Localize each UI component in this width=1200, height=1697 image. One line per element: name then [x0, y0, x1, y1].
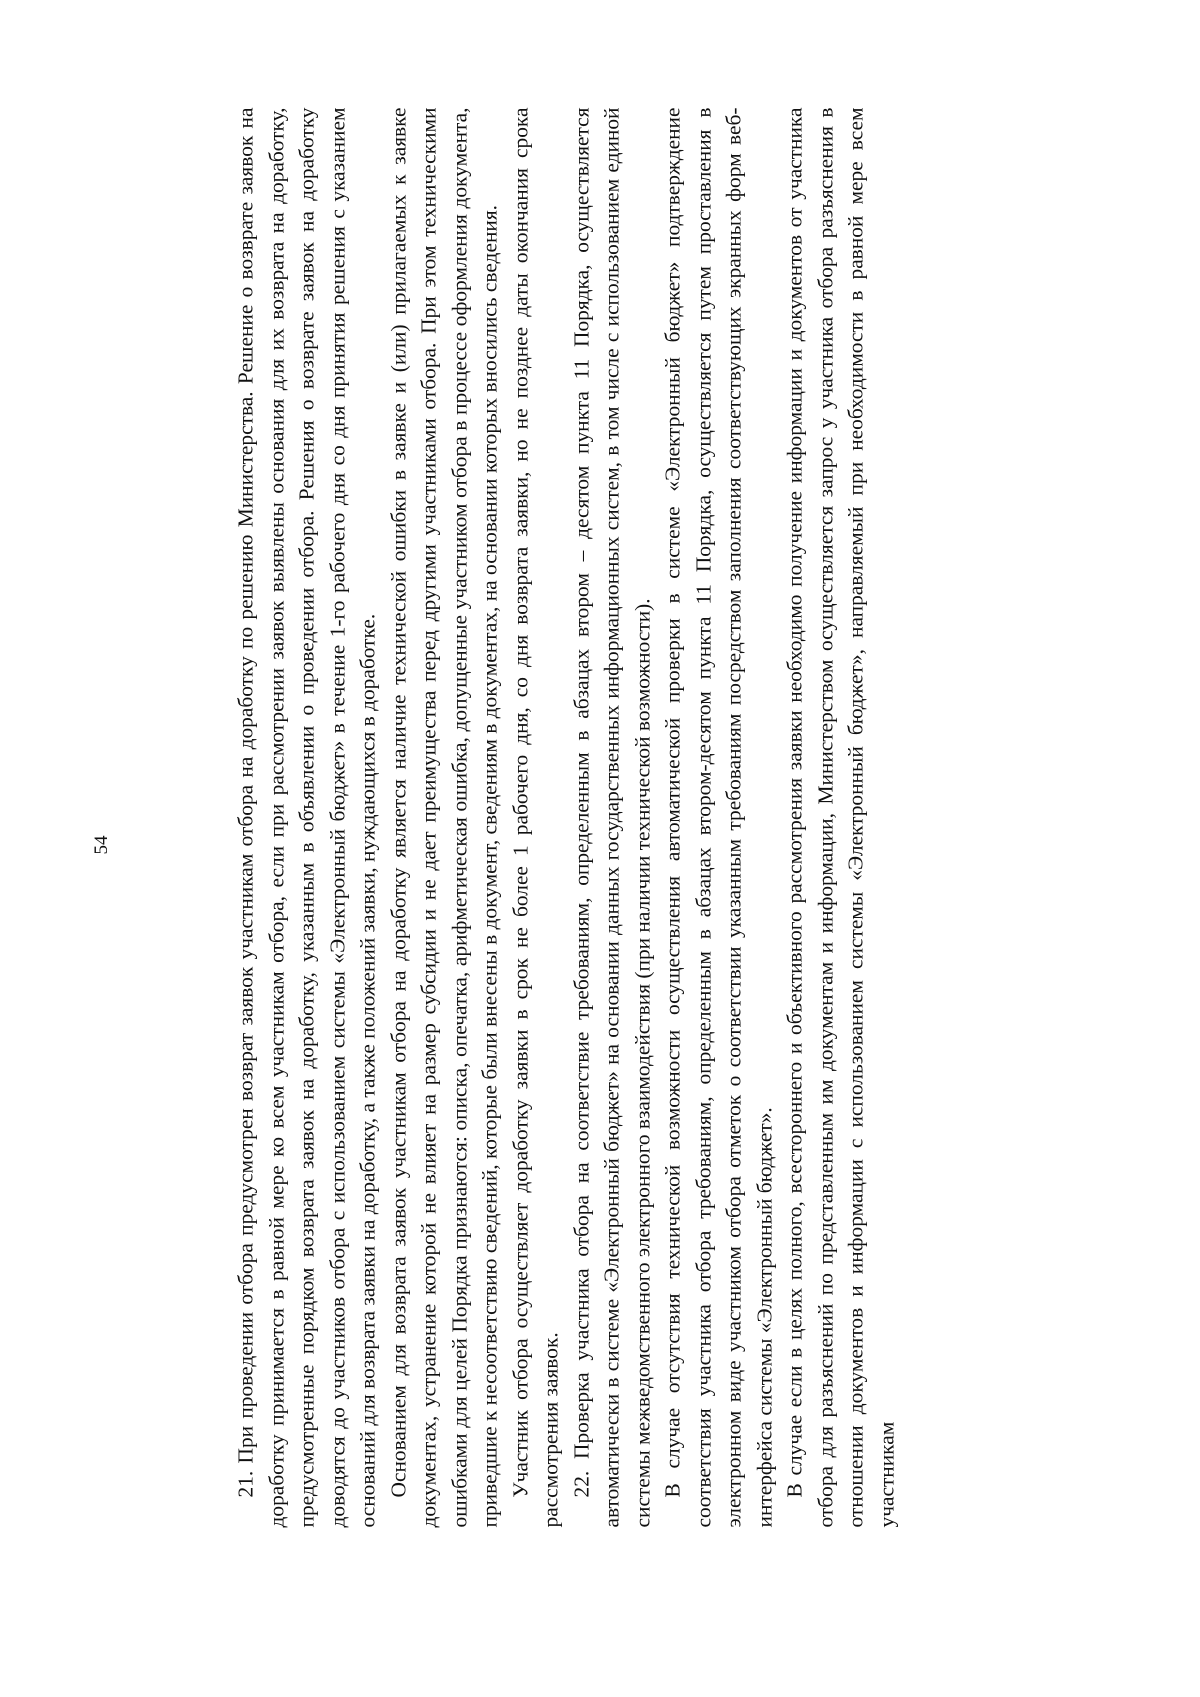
- paragraph-grounds-for-return: Основанием для возврата заявок участникам отбора на доработку является наличие технической ошибки в заявке и (или) прилагаемых к заявке документах, устранение которой не влияет на размер субсидии и не дает преимущества перед другими участниками отбора. При этом техническими ошибками для целей Порядка признаются: описка, опечатка, арифметическая ошибка, допущенные участником отбора в процессе оформления документа, приведшие к несоответствию сведений, которые были внесены в документ, сведениям в документах, на основании которых вносились сведения.: [386, 107, 502, 1528]
- paragraph-21: 21. При проведении отбора предусмотрен возврат заявок участникам отбора на доработку по решению Министерства. Решение о возврате заявок на доработку принимается в равной мере ко всем участникам отбора, если при рассмотрении заявок выявлены основания для их возврата на доработку, предусмотренные порядком возврата заявок на доработку, указанным в объявлении о проведении отбора. Решения о возврате заявок на доработку доводятся до участников отбора с использованием системы «Электронный бюджет» в течение 1-го рабочего дня со дня принятия решения с указанием оснований для возврата заявки на доработку, а также положений заявки, нуждающихся в доработке.: [233, 107, 380, 1528]
- document-body: [231, 108, 1146, 1528]
- paragraph-no-technical-capability: В случае отсутствия технической возможности осуществления автоматической проверки в системе «Электронный бюджет» подтверждение соответствия участника отбора требованиям, определенным в абзацах втором-десятом пункта 11 Порядка, осуществляется путем проставления в электронном виде участником отбора отметок о соответствии указанным требованиям посредством заполнения соответствующих экранных форм веб-интерфейса системы «Электронный бюджет».: [660, 107, 776, 1528]
- paragraph-22: 22. Проверка участника отбора на соответствие требованиям, определенным в абзацах втором – десятом пункта 11 Порядка, осуществляется автоматически в системе «Электронный бюджет» на основании данных государственных информационных систем, в том числе с использованием единой системы межведомственного электронного взаимодействия (при наличии технической возможности).: [569, 107, 654, 1528]
- paragraph-clarification-request: В случае если в целях полного, всестороннего и объективного рассмотрения заявки необходимо получение информации и документов от участника отбора для разъяснений по представленным им документам и информации, Министерством осуществляется запрос у участника отбора разъяснения в отношении документов и информации с использованием системы «Электронный бюджет», направляемый при необходимости в равной мере всем участникам: [782, 107, 898, 1528]
- page-number: 54: [91, 835, 112, 855]
- paragraph-revision-deadline: Участник отбора осуществляет доработку заявки в срок не более 1 рабочего дня, со дня возврата заявки, но не позднее даты окончания срока рассмотрения заявок.: [508, 107, 563, 1528]
